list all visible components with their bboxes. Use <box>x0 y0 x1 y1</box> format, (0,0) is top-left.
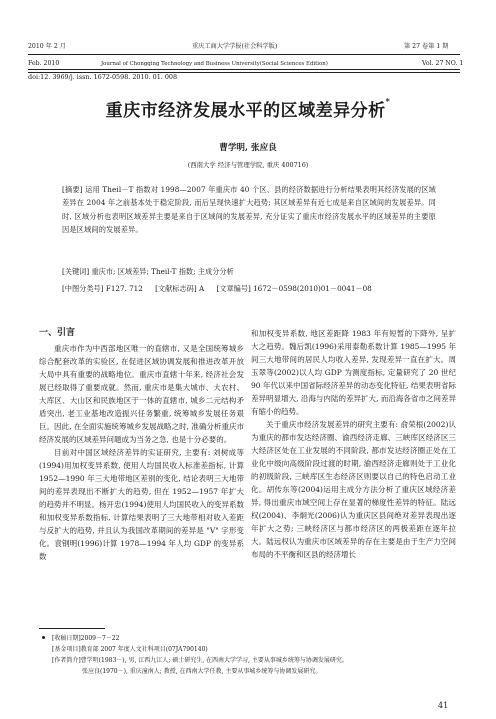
header-rule-double <box>28 72 460 73</box>
keywords: [关键词] 重庆市; 区域差异; Theil-T 指数; 主成分分析 <box>62 267 234 276</box>
title-footnote-mark: * <box>385 96 391 106</box>
body-column-left <box>39 327 244 563</box>
paper-title <box>0 96 496 121</box>
paragraph: 重庆市作为中西部地区唯一的直辖市, 又是全国统筹城乡综合配套改革的实验区, 在促进区域协调发展和推进改革开放大局中具有重要的战略地位。重庆市直辖十年来, 经济社会发展已经取得了重要成就。然而, 重庆市是集大城市、大农村、大库区、大山区和民族地区于一体的直辖市, 城乡二元结构矛盾突出, 老工业基地改造振兴任务繁重, 统筹城乡发展任务艰巨。因此, 在全面实施统筹城乡发展战略之时, 准确分析重庆市经济发展的区域差异问题成为当务之急, 也是十分必要的。 <box>39 344 244 444</box>
header-rule-thick <box>28 69 460 70</box>
footnote-funding: [基金项目]教育部 2007 年度人文社科项目(07JA790140) <box>52 646 208 653</box>
journal-title-en: Journal of Chongqing Technology and Business University(Social Sciences Edition) <box>101 61 328 67</box>
paragraph: 目前对中国区域经济差异的实证研究, 主要有: 刘树成等(1994)用加权变异系数, 使用人均国民收入标准差指标, 计算 1952—1990 年三大地带地区差别的变化, 结论表明三大地带间的差异表现出不断扩大的趋势, 但在 1952—1957 年扩大的趋势并不明显。杨开忠(1994)使用人均国民收入的变异系数和加权变异系数指标, 计算结果表明了三大地带相对收入差距与反扩大的趋势, 并且认为我国改革期间的差异是 "V" 字形变化。袁钢明(1996)计算 1978—1994 年人均 GDP 的变异系数 <box>39 448 244 561</box>
paragraph: 关于重庆市经济发展差异的研究主要有: 俞荣根(2002)认为重庆的都市发达经济圈、渝西经济走廊、三峡库区经济区三大经济区处在工业发展的不同阶段, 都市发达经济圈正处在工业化中级向高级阶段过渡的时期, 渝西经济走廊则处于工业化的初级阶段, 三峡库区生态经济区则要以自己的特色启动工业化。胡传东等(2004)运用主成分方法分析了重庆区域经济差异, 得出重庆市域空间上存在显著的梯度性差异的特征。陆远权(2004)、李炯光(2006)认为重庆区县间绝对差异表现出逐年扩大之势; 三峡经济区与都市经济区的两极差距在逐年拉大。陆远权认为重庆市区域差异的存在主要是由于生产力空间布局的不平衡和区县的经济增长 <box>251 420 456 559</box>
page-number: 41 <box>438 701 449 710</box>
volume-cn: 第 27 卷第 1 期 <box>404 43 449 50</box>
issue-date-en: Feb. 2010 <box>28 60 60 67</box>
body-column-right <box>251 327 456 561</box>
article-number: [文章编号] 1672－0598(2010)01－0041－08 <box>216 284 372 293</box>
issue-date: 2010 年 2 月 <box>28 43 66 50</box>
footnote-author-2: 张应良(1970－), 重庆潼南人; 教授, 在西南大学任教, 主要从事城乡统筹与协调发展研究。 <box>82 668 322 675</box>
footnotes <box>52 633 462 677</box>
journal-title-cn: 重庆工商大学学报(社会科学版) <box>192 43 278 50</box>
footnote-author-1: [作者简介]曹学明(1983－), 男, 江西九江人; 硕士研究生, 在西南大学学习, 主要从事城乡统筹与协调发展研究。 <box>52 657 348 664</box>
header-rule-thin <box>28 54 460 55</box>
footnote-received: [收稿日期]2009－7－22 <box>52 635 120 642</box>
document-code: [文献标志码] A <box>155 284 205 293</box>
volume-en: Vol. 27 NO. 1 <box>422 60 464 67</box>
section-heading: 一、引言 <box>39 328 76 338</box>
paper-title-text: 重庆市经济发展水平的区域差异分析 <box>105 101 386 121</box>
classification <box>62 282 462 295</box>
clc-number: [中图分类号] F127. 712 <box>62 284 143 293</box>
authors: 曹学明, 张应良 <box>219 143 277 153</box>
paragraph: 和加权变异系数, 地区差距降 1983 年有短暂的下降外, 呈扩大之趋势。魏后凯(1996)采用泰勒系数计算 1985—1995 年间三大地带间的居民人均收入差异, 发现差异一直在扩大。周玉翠等(2002)以人均 GDP 为测度指标, 定量研究了 20 世纪 90 年代以来中国省际经济差异的动态变化特征, 结果表明省际差异明显增大, 沿海与内陆的差异扩大, 而沿海各省市之间差异有缩小的趋势。 <box>251 329 456 416</box>
footnote-bullet <box>42 636 45 639</box>
affiliation: (西南大学 经济与管理学院, 重庆 400716) <box>187 161 309 169</box>
doi: doi:12. 3969/j. issn. 1672-0598. 2010. 01. 008 <box>28 73 178 81</box>
footnote-rule <box>39 628 105 629</box>
abstract: [摘要] 运用 Theil－T 指数对 1998—2007 年重庆市 40 个区、县的经济数据进行分析结果表明其经济发展的区域差异在 2004 年之前基本处于稳定阶段, 而后呈现快速扩大趋势; 其区域差异有近七成是来自区域间的发展差异。同时, 区域分析也表明区域差异主要是来自于区域间的发展差异, 充分证实了重庆市经济发展水平的区域差异的主要原因是区域间的发展差异。 <box>62 185 436 234</box>
